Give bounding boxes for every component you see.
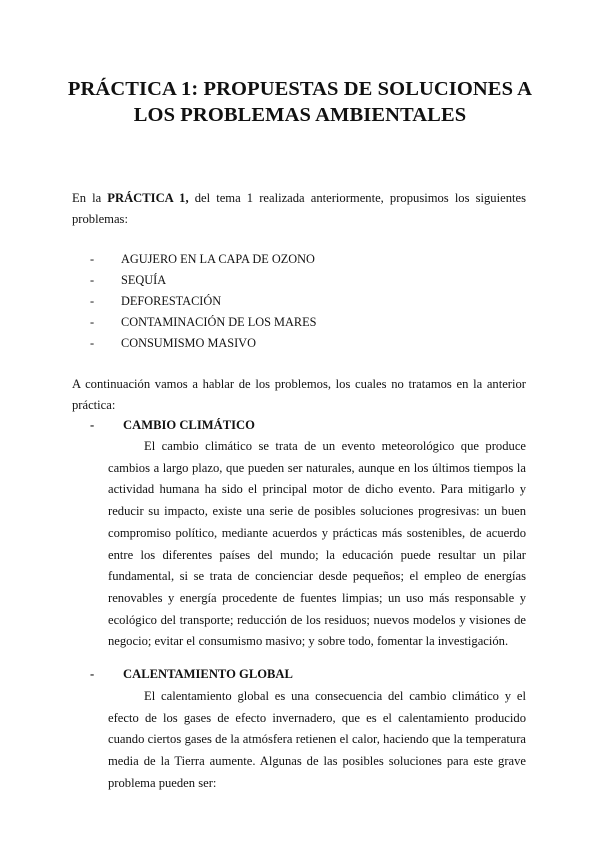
list-item-text: AGUJERO EN LA CAPA DE OZONO xyxy=(121,252,315,266)
title-line-1: PRÁCTICA 1: PROPUESTAS DE SOLUCIONES A xyxy=(67,78,533,100)
section-heading-text: CAMBIO CLIMÁTICO xyxy=(123,418,255,432)
section-body-cambio-climatico: El cambio climático se trata de un evento meteorológico que produce cambios a largo plazo, que pueden ser naturales, aunque en los últimos tiempos la actividad humana ha sido el principal motor de dicho evento. Para mitigarlo y reducir su impacto, existe una serie de posibles soluciones progresivas: un buen compromiso político, mediante acuerdos y prácticas más sostenibles, de acuerdo entre los diferentes países del mundo; la educación puede resultar un pilar fundamental, si se trata de concienciar desde pequeños; el empleo de energías renovables y energía procedente de fuentes limpias; un uso más responsable y ecológico del transporte; reducción de los residuos; nuevos modelos y visiones de negocio; evitar el consumismo masivo; y sobre todo, fomentar la investigación. xyxy=(108,439,526,649)
title-line-2: LOS PROBLEMAS AMBIENTALES xyxy=(133,104,467,126)
list-bullet: - xyxy=(90,315,95,329)
intro-suffix: del tema 1 realizada anteriormente, propusimos los siguientes problemas: xyxy=(72,191,526,226)
list-item xyxy=(90,249,316,270)
list-bullet: - xyxy=(90,273,95,287)
list-item xyxy=(90,312,316,333)
section-heading-calentamiento-global xyxy=(90,664,293,685)
list-item xyxy=(90,291,316,312)
list-item-text: CONTAMINACIÓN DE LOS MARES xyxy=(121,315,317,329)
section-heading-cambio-climatico xyxy=(90,415,255,436)
intro-bold: PRÁCTICA 1, xyxy=(107,191,189,205)
list-bullet: - xyxy=(90,294,95,308)
continuation-paragraph: A continuación vamos a hablar de los problemos, los cuales no tratamos en la anterior práctica: xyxy=(72,377,526,412)
intro-prefix: En la xyxy=(72,191,108,205)
section-body-calentamiento-global: El calentamiento global es una consecuencia del cambio climático y el efecto de los gases de efecto invernadero, que es el calentamiento producido cuando ciertos gases de la atmósfera retienen el calor, haciendo que la temperatura media de la Tierra aumente. Algunas de las posibles soluciones para este grave problema pueden ser: xyxy=(108,689,526,790)
list-bullet: - xyxy=(90,336,95,350)
list-item xyxy=(90,270,316,291)
document-title xyxy=(40,76,560,128)
list-item xyxy=(90,333,316,354)
list-item-text: SEQUÍA xyxy=(121,273,167,287)
list-item-text: CONSUMISMO MASIVO xyxy=(121,336,256,350)
list-item-text: DEFORESTACIÓN xyxy=(121,294,222,308)
section-bullet: - xyxy=(90,667,95,681)
problems-list xyxy=(90,249,316,354)
section-bullet: - xyxy=(90,418,95,432)
list-bullet: - xyxy=(90,252,95,266)
section-heading-text: CALENTAMIENTO GLOBAL xyxy=(123,667,293,681)
intro-paragraph xyxy=(72,188,526,230)
